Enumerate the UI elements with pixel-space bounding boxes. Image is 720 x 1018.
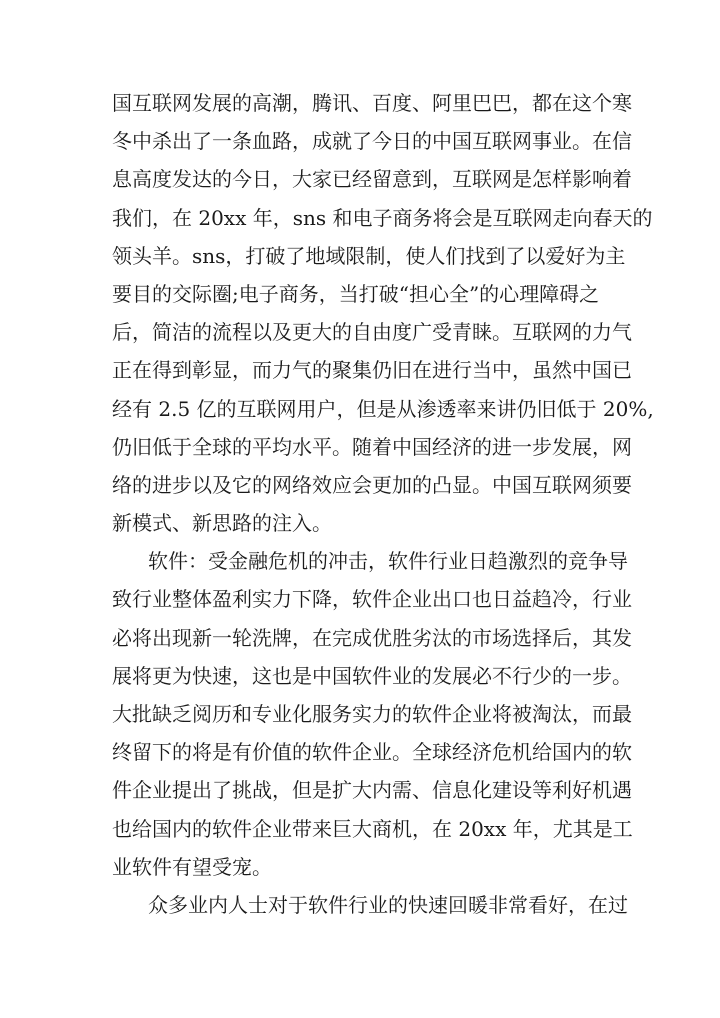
text-line: 新模式、新思路的注入。 xyxy=(112,511,332,536)
text-line: 息高度发达的今日，大家已经留意到，互联网是怎样影响着 xyxy=(112,167,632,192)
text-line: 冬中杀出了一条血路，成就了今日的中国互联网事业。在信 xyxy=(112,129,632,154)
text-line: 也给国内的软件企业带来巨大商机，在 20xx 年，尤其是工 xyxy=(112,816,633,841)
paragraph xyxy=(112,886,628,924)
paragraph xyxy=(112,542,633,886)
text-line: 要目的交际圈;电子商务，当打破“担心全”的心理障碍之 xyxy=(112,281,600,306)
body-text xyxy=(112,84,654,924)
text-line: 众多业内人士对于软件行业的快速回暖非常看好，在过 xyxy=(148,892,628,917)
text-line: 件企业提出了挑战，但是扩大内需、信息化建设等利好机遇 xyxy=(112,778,632,803)
text-line: 我们，在 20xx 年，sns 和电子商务将会是互联网走向春天的 xyxy=(112,205,653,230)
paragraph xyxy=(112,84,654,542)
text-line: 展将更为快速，这也是中国软件业的发展必不行少的一步。 xyxy=(112,663,632,688)
text-line: 国互联网发展的高潮，腾讯、百度、阿里巴巴，都在这个寒 xyxy=(112,91,632,115)
text-line: 软件：受金融危机的冲击，软件行业日趋激烈的竞争导 xyxy=(148,549,628,574)
text-line: 业软件有望受宠。 xyxy=(112,854,272,879)
text-line: 终留下的将是有价值的软件企业。全球经济危机给国内的软 xyxy=(112,740,632,765)
text-line: 正在得到彰显，而力气的聚集仍旧在进行当中，虽然中国已 xyxy=(112,358,632,383)
text-line: 必将出现新一轮洗牌，在完成优胜劣汰的市场选择后，其发 xyxy=(112,625,632,650)
text-line: 经有 2.5 亿的互联网用户，但是从渗透率来讲仍旧低于 20%, xyxy=(112,396,654,421)
text-line: 后，简洁的流程以及更大的自由度广受青睐。互联网的力气 xyxy=(112,320,632,345)
text-line: 致行业整体盈利实力下降，软件企业出口也日益趋冷，行业 xyxy=(112,587,632,612)
text-line: 大批缺乏阅历和专业化服务实力的软件企业将被淘汰，而最 xyxy=(112,702,632,726)
text-line: 络的进步以及它的网络效应会更加的凸显。中国互联网须要 xyxy=(112,472,632,497)
text-line: 领头羊。sns，打破了地域限制，使人们找到了以爱好为主 xyxy=(112,243,626,268)
text-line: 仍旧低于全球的平均水平。随着中国经济的进一步发展，网 xyxy=(112,434,632,459)
